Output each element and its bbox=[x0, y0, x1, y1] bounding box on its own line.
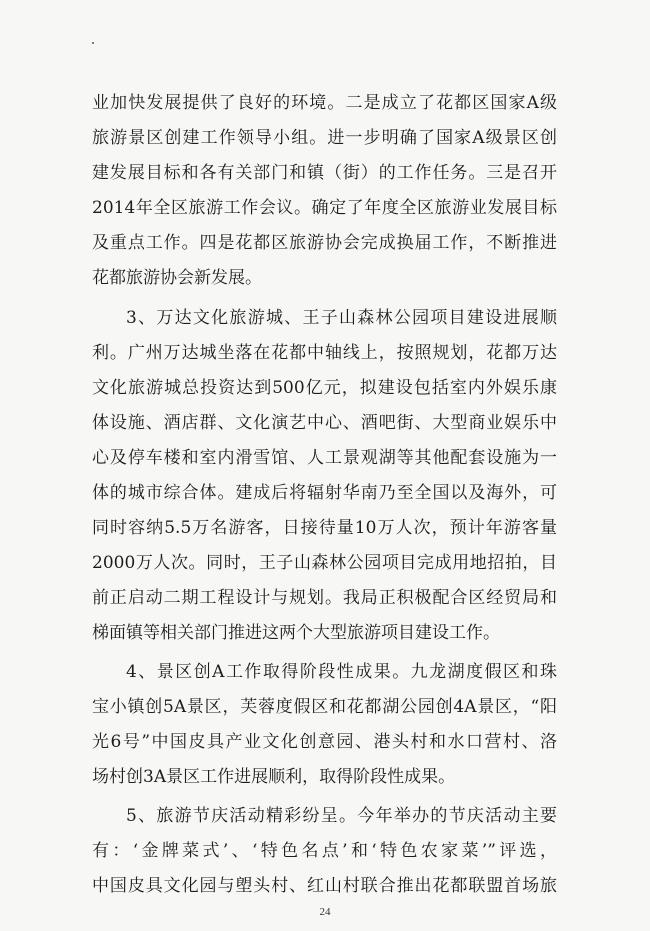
paragraph-2-line-7: 同时容纳5.5万名游客，日接待量10万人次，预计年游客量 bbox=[92, 518, 557, 538]
paragraph-1-line-4: 2014年全区旅游工作会议。确定了年度全区旅游业发展目标 bbox=[92, 198, 557, 218]
paragraph-1-line-2: 旅游景区创建工作领导小组。进一步明确了国家A级景区创 bbox=[92, 128, 557, 148]
paragraph-1-line-6: 花都旅游协会新发展。 bbox=[92, 268, 262, 288]
text-line bbox=[0, 801, 650, 831]
paragraph-4-line-1: 5、旅游节庆活动精彩纷呈。今年举办的节庆活动主要 bbox=[126, 806, 557, 826]
paragraph-1-line-3: 建发展目标和各有关部门和镇（街）的工作任务。三是召开 bbox=[92, 163, 557, 183]
text-line bbox=[0, 762, 650, 792]
paragraph-3-line-3: 光6号”中国皮具产业文化创意园、港头村和水口营村、洛 bbox=[92, 732, 557, 752]
text-line bbox=[0, 228, 650, 258]
text-line bbox=[0, 727, 650, 757]
text-line bbox=[0, 871, 650, 901]
text-line bbox=[0, 657, 650, 687]
text-line bbox=[0, 548, 650, 578]
text-line bbox=[0, 373, 650, 403]
text-line bbox=[0, 478, 650, 508]
paragraph-2-line-4: 体设施、酒店群、文化演艺中心、酒吧街、大型商业娱乐中 bbox=[92, 413, 557, 433]
paragraph-4-line-2: 有：‘金牌菜式’、‘特色名点’和‘特色农家菜’”评选， bbox=[92, 841, 557, 861]
page-number: 24 bbox=[319, 906, 331, 918]
text-line bbox=[0, 836, 650, 866]
text-line bbox=[0, 338, 650, 368]
paragraph-1-line-5: 及重点工作。四是花都区旅游协会完成换届工作，不断推进 bbox=[92, 233, 557, 253]
paragraph-2-line-2: 利。广州万达城坐落在花都中轴线上，按照规划，花都万达 bbox=[92, 343, 557, 363]
paragraph-2-line-8: 2000万人次。同时，王子山森林公园项目完成用地招拍，目 bbox=[92, 553, 557, 573]
scan-speck bbox=[92, 42, 94, 44]
text-line bbox=[0, 263, 650, 293]
paragraph-4-line-3: 中国皮具文化园与塱头村、红山村联合推出花都联盟首场旅 bbox=[92, 876, 557, 896]
paragraph-2-line-3: 文化旅游城总投资达到500亿元，拟建设包括室内外娱乐康 bbox=[92, 378, 557, 398]
paragraph-2-line-5: 心及停车楼和室内滑雪馆、人工景观湖等其他配套设施为一 bbox=[92, 448, 557, 468]
text-line bbox=[0, 408, 650, 438]
text-line bbox=[0, 158, 650, 188]
paragraph-2-line-6: 体的城市综合体。建成后将辐射华南乃至全国以及海外，可 bbox=[92, 483, 557, 503]
text-line bbox=[0, 583, 650, 613]
paragraph-2-line-1: 3、万达文化旅游城、王子山森林公园项目建设进展顺 bbox=[126, 308, 557, 328]
text-line bbox=[0, 443, 650, 473]
text-line bbox=[0, 618, 650, 648]
text-line bbox=[0, 123, 650, 153]
paragraph-3-line-1: 4、景区创A工作取得阶段性成果。九龙湖度假区和珠 bbox=[126, 662, 557, 682]
paragraph-2-line-10: 梯面镇等相关部门推进这两个大型旅游项目建设工作。 bbox=[92, 623, 500, 643]
text-line bbox=[0, 692, 650, 722]
text-line bbox=[0, 513, 650, 543]
paragraph-3-line-4: 场村创3A景区工作进展顺利，取得阶段性成果。 bbox=[92, 767, 456, 787]
text-line bbox=[0, 88, 650, 118]
paragraph-2-line-9: 前正启动二期工程设计与规划。我局正积极配合区经贸局和 bbox=[92, 588, 557, 608]
paragraph-3-line-2: 宝小镇创5A景区，芙蓉度假区和花都湖公园创4A景区，“阳 bbox=[92, 697, 557, 717]
paragraph-1-line-1: 业加快发展提供了良好的环境。二是成立了花都区国家A级 bbox=[92, 93, 557, 113]
text-line bbox=[0, 303, 650, 333]
text-line bbox=[0, 193, 650, 223]
